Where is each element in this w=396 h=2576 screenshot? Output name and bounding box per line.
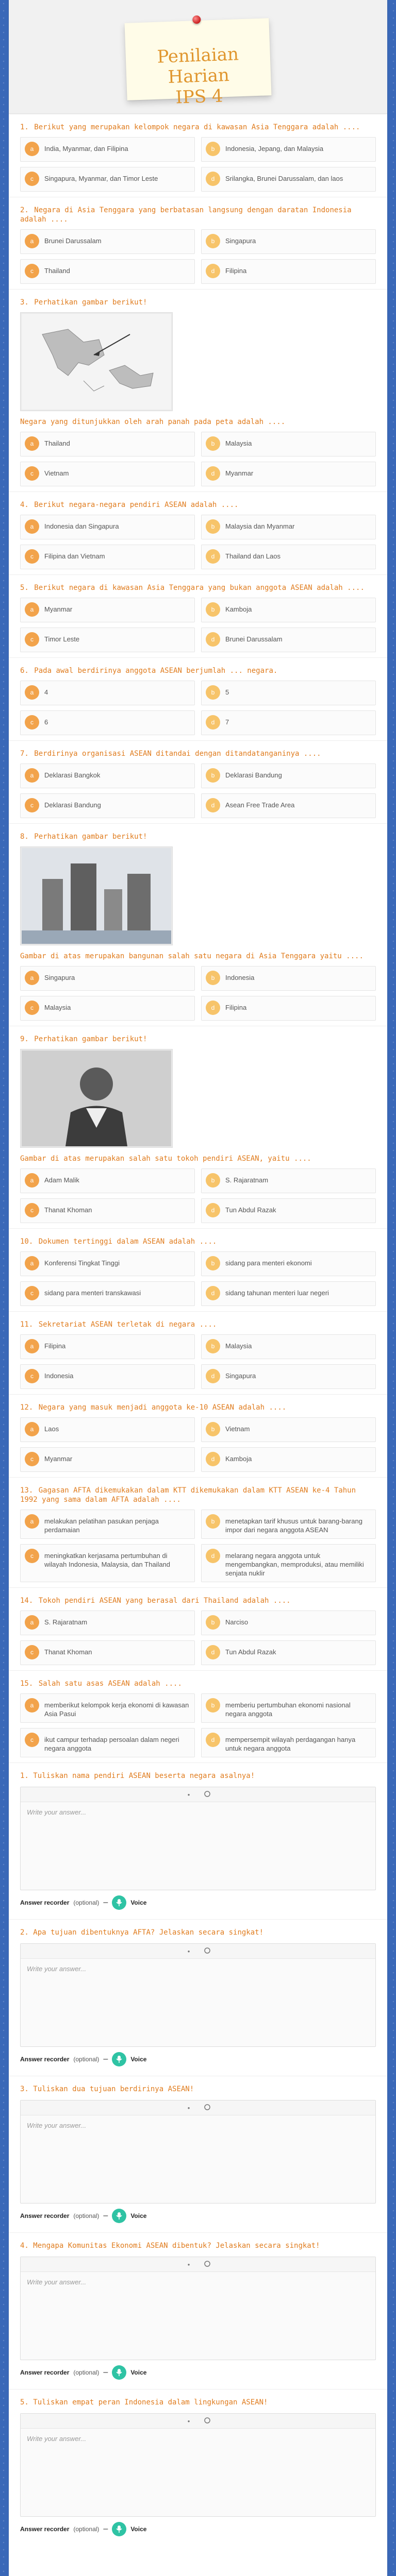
question-7 xyxy=(9,740,387,823)
answer-option-b[interactable] xyxy=(201,1611,376,1635)
editor-toolbar xyxy=(21,1787,375,1802)
answer-options xyxy=(20,764,376,818)
answer-editor xyxy=(20,2257,376,2360)
answer-option-c[interactable] xyxy=(20,1198,195,1223)
answer-option-c[interactable] xyxy=(20,1281,195,1306)
question-intro: 3. Perhatikan gambar berikut! xyxy=(20,298,147,307)
answer-option-b[interactable] xyxy=(201,137,376,162)
formula-icon[interactable] xyxy=(203,1790,212,1799)
option-text: Deklarasi Bangkok xyxy=(44,771,101,779)
recorder-label: Answer recorder xyxy=(20,2212,70,2219)
essay-question-text: 2. Apa tujuan dibentuknya AFTA? Jelaskan secara singkat! xyxy=(20,1928,264,1937)
quiz-page xyxy=(9,0,387,2576)
answer-textarea[interactable]: Write your answer... xyxy=(27,1808,87,1816)
option-letter-badge: a xyxy=(25,436,39,451)
option-letter-badge: d xyxy=(206,1549,220,1563)
option-text: Vietnam xyxy=(225,1425,250,1433)
answer-options xyxy=(20,1334,376,1389)
option-text: Kamboja xyxy=(225,605,252,613)
answer-options xyxy=(20,1611,376,1665)
answer-option-a[interactable] xyxy=(20,598,195,622)
option-text: Asean Free Trade Area xyxy=(225,801,295,809)
question-3 xyxy=(9,289,387,492)
question-text: 15. Salah satu asas ASEAN adalah .... xyxy=(20,1680,182,1688)
essay-question-5 xyxy=(9,2389,387,2546)
answer-editor xyxy=(20,1787,376,1890)
option-letter-badge: c xyxy=(25,1369,39,1383)
answer-editor xyxy=(20,2100,376,2204)
question-text: 5. Berikut negara di kawasan Asia Tenggara yang bukan anggota ASEAN adalah .... xyxy=(20,584,365,592)
essays-container xyxy=(9,1762,387,2546)
option-text: Indonesia xyxy=(44,1372,74,1380)
answer-option-c[interactable] xyxy=(20,793,195,818)
option-letter-badge: d xyxy=(206,1286,220,1300)
question-14 xyxy=(9,1587,387,1670)
essay-question-text: 4. Mengapa Komunitas Ekonomi ASEAN dibentuk? Jelaskan secara singkat! xyxy=(20,2242,320,2250)
option-text: Malaysia dan Myanmar xyxy=(225,522,295,530)
option-text: melakukan pelatihan pasukan penjaga perdamaian xyxy=(44,1517,159,1534)
option-text: Brunei Darussalam xyxy=(225,635,283,643)
answer-options xyxy=(20,229,376,284)
option-text: mempersempit wilayah perdagangan hanya untuk negara anggota xyxy=(225,1736,356,1752)
answer-options xyxy=(20,1251,376,1306)
answer-textarea[interactable]: Write your answer... xyxy=(27,2278,87,2286)
answer-recorder: Answer recorder (optional) – Voice xyxy=(20,2052,376,2066)
option-letter-badge: a xyxy=(25,1615,39,1630)
answer-textarea[interactable]: Write your answer... xyxy=(27,2122,87,2129)
answer-option-a[interactable] xyxy=(20,1168,195,1193)
option-letter-badge: d xyxy=(206,1369,220,1383)
option-text: memberikut kelompok kerja ekonomi di kawasan Asia Pasui xyxy=(44,1701,189,1718)
option-letter-badge: a xyxy=(25,971,39,985)
answer-option-a[interactable] xyxy=(20,1693,195,1723)
option-text: Singapura xyxy=(225,1372,256,1380)
questions-container xyxy=(9,114,387,1762)
essay-question-1 xyxy=(9,1762,387,1919)
option-text: Myanmar xyxy=(225,469,254,477)
answer-option-d[interactable] xyxy=(201,1447,376,1472)
option-letter-badge: b xyxy=(206,1514,220,1529)
answer-option-d[interactable] xyxy=(201,1281,376,1306)
recorder-label: Answer recorder xyxy=(20,2526,70,2533)
answer-option-c[interactable] xyxy=(20,462,195,486)
answer-recorder: Answer recorder (optional) – Voice xyxy=(20,1895,376,1910)
option-text: Thailand xyxy=(44,267,70,275)
answer-option-b[interactable] xyxy=(201,598,376,622)
option-letter-badge: b xyxy=(206,1339,220,1353)
option-letter-badge: b xyxy=(206,1173,220,1188)
option-letter-badge: b xyxy=(206,1422,220,1436)
recorder-optional: (optional) xyxy=(73,2369,100,2376)
answer-option-c[interactable] xyxy=(20,996,195,1021)
question-8 xyxy=(9,823,387,1026)
formula-icon[interactable] xyxy=(203,2104,212,2112)
option-letter-badge: a xyxy=(25,1339,39,1353)
question-11 xyxy=(9,1311,387,1394)
option-text: Thanat Khoman xyxy=(44,1648,92,1656)
option-text: Filipina xyxy=(44,1342,66,1350)
question-intro: 8. Perhatikan gambar berikut! xyxy=(20,833,147,841)
formula-icon[interactable] xyxy=(203,1947,212,1956)
option-letter-badge: d xyxy=(206,632,220,647)
essay-question-4 xyxy=(9,2232,387,2389)
option-letter-badge: c xyxy=(25,1286,39,1300)
option-letter-badge: b xyxy=(206,768,220,783)
answer-editor xyxy=(20,1943,376,2047)
pushpin-icon xyxy=(192,15,201,24)
option-letter-badge: c xyxy=(25,1001,39,1015)
recorder-label: Answer recorder xyxy=(20,1899,70,1906)
question-text: 7. Berdirinya organisasi ASEAN ditandai dengan ditandatanganinya .... xyxy=(20,750,321,758)
essay-question-text: 3. Tuliskan dua tujuan berdirinya ASEAN! xyxy=(20,2085,194,2093)
answer-option-d[interactable] xyxy=(201,1544,376,1582)
answer-options xyxy=(20,1168,376,1223)
voice-label: Voice xyxy=(130,2212,147,2219)
answer-options xyxy=(20,681,376,735)
option-letter-badge: d xyxy=(206,798,220,812)
bullet-list-icon[interactable]: • xyxy=(187,1790,190,1799)
answer-option-a[interactable] xyxy=(20,432,195,456)
option-text: sidang para menteri transkawasi xyxy=(44,1289,141,1297)
answer-option-b[interactable] xyxy=(201,432,376,456)
map-image xyxy=(20,312,173,411)
question-text: 4. Berikut negara-negara pendiri ASEAN adalah .... xyxy=(20,501,239,509)
question-text: Negara yang ditunjukkan oleh arah panah pada peta adalah .... xyxy=(20,418,286,426)
option-letter-badge: a xyxy=(25,234,39,248)
voice-label: Voice xyxy=(130,1899,147,1906)
option-text: Kamboja xyxy=(225,1455,252,1463)
option-text: Myanmar xyxy=(44,1455,73,1463)
answer-option-d[interactable] xyxy=(201,259,376,284)
option-text: Filipina xyxy=(225,1004,247,1011)
option-letter-badge: b xyxy=(206,971,220,985)
option-text: India, Myanmar, dan Filipina xyxy=(44,145,128,152)
bullet-list-icon[interactable]: • xyxy=(187,2260,190,2268)
option-letter-badge: d xyxy=(206,172,220,186)
answer-option-a[interactable] xyxy=(20,1417,195,1442)
recorder-optional: (optional) xyxy=(73,1899,100,1906)
microphone-icon[interactable] xyxy=(112,2209,126,2223)
option-text: Malaysia xyxy=(225,439,252,447)
option-letter-badge: d xyxy=(206,715,220,730)
answer-option-d[interactable] xyxy=(201,628,376,652)
microphone-icon[interactable] xyxy=(112,2522,126,2536)
question-10 xyxy=(9,1228,387,1311)
option-letter-badge: a xyxy=(25,1173,39,1188)
answer-option-b[interactable] xyxy=(201,1334,376,1359)
answer-option-a[interactable] xyxy=(20,229,195,254)
option-letter-badge: d xyxy=(206,1645,220,1659)
option-text: Filipina xyxy=(225,267,247,275)
answer-option-b[interactable] xyxy=(201,229,376,254)
answer-option-c[interactable] xyxy=(20,167,195,192)
answer-recorder: Answer recorder (optional) – Voice xyxy=(20,2522,376,2536)
option-text: Singapura, Myanmar, dan Timor Leste xyxy=(44,175,158,182)
microphone-icon[interactable] xyxy=(112,1895,126,1910)
option-text: Laos xyxy=(44,1425,59,1433)
answer-options xyxy=(20,598,376,652)
option-text: menetapkan tarif khusus untuk barang-barang impor dari negara anggota ASEAN xyxy=(225,1517,362,1534)
essay-question-2 xyxy=(9,1919,387,2076)
option-text: Timor Leste xyxy=(44,635,80,643)
question-12 xyxy=(9,1394,387,1477)
header xyxy=(9,0,387,114)
building-image xyxy=(20,846,173,945)
answer-option-c[interactable] xyxy=(20,1544,195,1582)
question-text: Gambar di atas merupakan bangunan salah satu negara di Asia Tenggara yaitu .... xyxy=(20,952,364,960)
answer-option-d[interactable] xyxy=(201,1364,376,1389)
option-letter-badge: c xyxy=(25,264,39,278)
answer-recorder: Answer recorder (optional) – Voice xyxy=(20,2209,376,2223)
answer-options xyxy=(20,1417,376,1472)
question-text: 6. Pada awal berdirinya anggota ASEAN berjumlah ... negara. xyxy=(20,667,278,675)
editor-toolbar xyxy=(21,2257,375,2272)
option-text: melarang negara anggota untuk mengembangkan, memproduksi, atau memiliki senjata nuklir xyxy=(225,1552,364,1577)
option-letter-badge: b xyxy=(206,602,220,617)
answer-options xyxy=(20,137,376,192)
answer-option-a[interactable] xyxy=(20,966,195,991)
option-letter-badge: b xyxy=(206,1698,220,1713)
option-letter-badge: c xyxy=(25,1203,39,1217)
editor-toolbar xyxy=(21,1944,375,1959)
option-letter-badge: c xyxy=(25,798,39,812)
answer-options xyxy=(20,515,376,569)
option-letter-badge: a xyxy=(25,602,39,617)
microphone-icon[interactable] xyxy=(112,2365,126,2380)
recorder-optional: (optional) xyxy=(73,2056,100,2063)
answer-option-d[interactable] xyxy=(201,1640,376,1665)
question-9 xyxy=(9,1026,387,1228)
answer-option-d[interactable] xyxy=(201,710,376,735)
answer-option-c[interactable] xyxy=(20,1728,195,1757)
answer-option-a[interactable] xyxy=(20,1334,195,1359)
formula-icon[interactable] xyxy=(203,2417,212,2426)
option-letter-badge: d xyxy=(206,264,220,278)
question-5 xyxy=(9,574,387,657)
option-text: 7 xyxy=(225,718,229,726)
option-text: ikut campur terhadap persoalan dalam negeri negara anggota xyxy=(44,1736,179,1752)
option-text: S. Rajaratnam xyxy=(44,1618,88,1626)
option-text: Thailand dan Laos xyxy=(225,552,280,560)
answer-textarea[interactable]: Write your answer... xyxy=(27,1965,87,1973)
option-letter-badge: c xyxy=(25,1549,39,1563)
answer-option-a[interactable] xyxy=(20,1611,195,1635)
option-letter-badge: d xyxy=(206,1733,220,1747)
option-letter-badge: b xyxy=(206,436,220,451)
question-15 xyxy=(9,1670,387,1762)
option-letter-badge: c xyxy=(25,549,39,564)
option-text: 4 xyxy=(44,688,48,696)
option-letter-badge: b xyxy=(206,234,220,248)
option-text: Tun Abdul Razak xyxy=(225,1648,276,1656)
question-4 xyxy=(9,492,387,574)
question-intro: 9. Perhatikan gambar berikut! xyxy=(20,1035,147,1043)
answer-options xyxy=(20,1693,376,1757)
recorder-label: Answer recorder xyxy=(20,2369,70,2376)
option-letter-badge: d xyxy=(206,1001,220,1015)
answer-option-a[interactable] xyxy=(20,764,195,788)
answer-option-b[interactable] xyxy=(201,1417,376,1442)
option-text: Narciso xyxy=(225,1618,249,1626)
answer-option-d[interactable] xyxy=(201,545,376,569)
option-text: 6 xyxy=(44,718,48,726)
recorder-optional: (optional) xyxy=(73,2526,100,2533)
question-13 xyxy=(9,1477,387,1587)
answer-option-b[interactable] xyxy=(201,764,376,788)
option-text: Malaysia xyxy=(225,1342,252,1350)
bullet-list-icon[interactable]: • xyxy=(187,1947,190,1955)
question-2 xyxy=(9,197,387,289)
option-text: 5 xyxy=(225,688,229,696)
answer-option-b[interactable] xyxy=(201,681,376,705)
question-6 xyxy=(9,657,387,740)
option-text: Indonesia, Jepang, dan Malaysia xyxy=(225,145,324,152)
answer-option-c[interactable] xyxy=(20,628,195,652)
option-text: Singapura xyxy=(44,974,75,981)
option-text: Indonesia xyxy=(225,974,255,981)
essay-question-3 xyxy=(9,2076,387,2232)
option-text: meningkatkan kerjasama pertumbuhan di wilayah Indonesia, Malaysia, dan Thailand xyxy=(44,1552,171,1568)
answer-option-d[interactable] xyxy=(201,996,376,1021)
answer-option-c[interactable] xyxy=(20,1640,195,1665)
answer-option-a[interactable] xyxy=(20,515,195,539)
title-sticky-note xyxy=(124,18,271,108)
option-text: S. Rajaratnam xyxy=(225,1176,269,1184)
answer-option-b[interactable] xyxy=(201,515,376,539)
option-letter-badge: d xyxy=(206,1452,220,1466)
option-text: Deklarasi Bandung xyxy=(44,801,101,809)
option-letter-badge: a xyxy=(25,1256,39,1270)
recorder-optional: (optional) xyxy=(73,2212,100,2219)
formula-icon[interactable] xyxy=(203,2260,212,2269)
option-text: Deklarasi Bandung xyxy=(225,771,282,779)
question-text: 1. Berikut yang merupakan kelompok negara di kawasan Asia Tenggara adalah .... xyxy=(20,123,360,131)
answer-option-b[interactable] xyxy=(201,966,376,991)
option-letter-badge: b xyxy=(206,1615,220,1630)
question-text: 14. Tokoh pendiri ASEAN yang berasal dari Thailand adalah .... xyxy=(20,1597,291,1605)
answer-option-d[interactable] xyxy=(201,462,376,486)
option-text: Filipina dan Vietnam xyxy=(44,552,105,560)
microphone-icon[interactable] xyxy=(112,2052,126,2066)
answer-editor xyxy=(20,2413,376,2517)
option-letter-badge: a xyxy=(25,685,39,700)
question-text: 11. Sekretariat ASEAN terletak di negara .... xyxy=(20,1320,217,1329)
option-text: Konferensi Tingkat Tinggi xyxy=(44,1259,120,1267)
question-1 xyxy=(9,114,387,197)
answer-option-c[interactable] xyxy=(20,545,195,569)
option-letter-badge: b xyxy=(206,1256,220,1270)
answer-option-b[interactable] xyxy=(201,1251,376,1276)
option-text: Thanat Khoman xyxy=(44,1206,92,1214)
option-letter-badge: a xyxy=(25,1698,39,1713)
option-letter-badge: c xyxy=(25,466,39,481)
option-letter-badge: d xyxy=(206,549,220,564)
option-letter-badge: c xyxy=(25,1733,39,1747)
option-letter-badge: a xyxy=(25,1422,39,1436)
question-text: 13. Gagasan AFTA dikemukakan dalam KTT dikemukakan dalam KTT ASEAN ke-4 Tahun 1992 yang sama dalam AFTA adalah .... xyxy=(20,1486,356,1504)
option-letter-badge: c xyxy=(25,715,39,730)
answer-option-b[interactable] xyxy=(201,1168,376,1193)
option-letter-badge: a xyxy=(25,519,39,534)
option-text: Indonesia dan Singapura xyxy=(44,522,119,530)
question-text: 2. Negara di Asia Tenggara yang berbatasan langsung dengan daratan Indonesia adalah .... xyxy=(20,206,352,224)
option-letter-badge: c xyxy=(25,1452,39,1466)
answer-recorder: Answer recorder (optional) – Voice xyxy=(20,2365,376,2380)
option-letter-badge: c xyxy=(25,632,39,647)
option-text: Tun Abdul Razak xyxy=(225,1206,276,1214)
option-text: Srilangka, Brunei Darussalam, dan laos xyxy=(225,175,343,182)
answer-textarea[interactable]: Write your answer... xyxy=(27,2435,87,2443)
option-letter-badge: c xyxy=(25,172,39,186)
answer-option-c[interactable] xyxy=(20,710,195,735)
option-text: memberiu pertumbuhan ekonomi nasional negara anggota xyxy=(225,1701,351,1718)
answer-option-a[interactable] xyxy=(20,1510,195,1539)
answer-option-d[interactable] xyxy=(201,167,376,192)
answer-option-d[interactable] xyxy=(201,793,376,818)
answer-option-a[interactable] xyxy=(20,137,195,162)
option-letter-badge: b xyxy=(206,142,220,156)
essay-question-text: 1. Tuliskan nama pendiri ASEAN beserta negara asalnya! xyxy=(20,1772,255,1780)
option-text: Adam Malik xyxy=(44,1176,79,1184)
option-letter-badge: d xyxy=(206,466,220,481)
option-letter-badge: d xyxy=(206,1203,220,1217)
option-text: Thailand xyxy=(44,439,70,447)
answer-options xyxy=(20,1510,376,1582)
option-letter-badge: c xyxy=(25,1645,39,1659)
answer-option-a[interactable] xyxy=(20,1251,195,1276)
answer-option-c[interactable] xyxy=(20,1447,195,1472)
option-text: Vietnam xyxy=(44,469,69,477)
question-text: Gambar di atas merupakan salah satu tokoh pendiri ASEAN, yaitu .... xyxy=(20,1155,311,1163)
voice-label: Voice xyxy=(130,2369,147,2376)
option-letter-badge: a xyxy=(25,142,39,156)
bullet-list-icon[interactable]: • xyxy=(187,2417,190,2425)
answer-option-c[interactable] xyxy=(20,259,195,284)
option-letter-badge: b xyxy=(206,519,220,534)
editor-toolbar xyxy=(21,2414,375,2429)
essay-question-text: 5. Tuliskan empat peran Indonesia dalam lingkungan ASEAN! xyxy=(20,2398,268,2406)
question-text: 12. Negara yang masuk menjadi anggota ke-10 ASEAN adalah .... xyxy=(20,1403,287,1412)
option-letter-badge: a xyxy=(25,1514,39,1529)
answer-option-c[interactable] xyxy=(20,1364,195,1389)
option-text: Brunei Darussalam xyxy=(44,237,102,245)
answer-option-b[interactable] xyxy=(201,1693,376,1723)
option-text: Malaysia xyxy=(44,1004,71,1011)
bullet-list-icon[interactable]: • xyxy=(187,2104,190,2112)
editor-toolbar xyxy=(21,2100,375,2115)
answer-options xyxy=(20,966,376,1021)
answer-option-a[interactable] xyxy=(20,681,195,705)
voice-label: Voice xyxy=(130,2526,147,2533)
person-image xyxy=(20,1049,173,1148)
voice-label: Voice xyxy=(130,2056,147,2063)
recorder-label: Answer recorder xyxy=(20,2056,70,2063)
option-text: Singapura xyxy=(225,237,256,245)
option-text: sidang tahunan menteri luar negeri xyxy=(225,1289,329,1297)
page-title: Penilaian Harian IPS 4 xyxy=(156,44,239,108)
question-text: 10. Dokumen tertinggi dalam ASEAN adalah .... xyxy=(20,1238,217,1246)
option-letter-badge: a xyxy=(25,768,39,783)
answer-option-d[interactable] xyxy=(201,1198,376,1223)
option-text: Myanmar xyxy=(44,605,73,613)
option-letter-badge: b xyxy=(206,685,220,700)
answer-option-b[interactable] xyxy=(201,1510,376,1539)
answer-options xyxy=(20,432,376,486)
answer-option-d[interactable] xyxy=(201,1728,376,1757)
option-text: sidang para menteri ekonomi xyxy=(225,1259,312,1267)
